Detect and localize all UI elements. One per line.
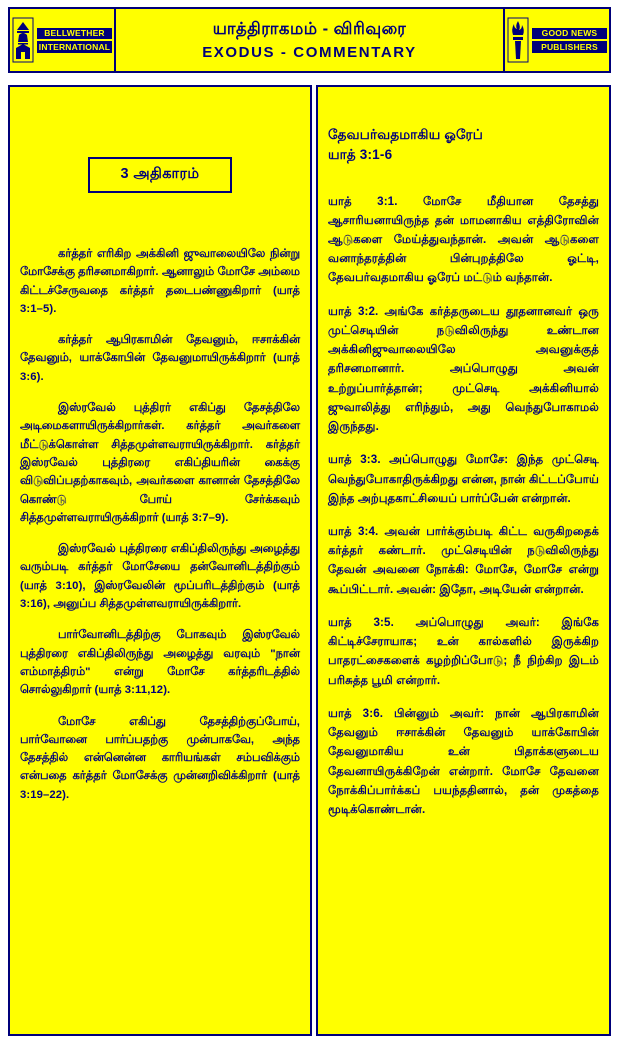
section-heading-line-1: தேவபர்வதமாகிய ஓரேப்: [328, 127, 483, 142]
right-column-text: [328, 192, 599, 820]
logo-word-1: BELLWETHER: [37, 28, 112, 40]
summary-paragraph: கர்த்தர் எரிகிற அக்கினி ஜுவாலையிலே நின்று மோசேக்கு தரிசனமாகிறார். ஆனாலும் மோசே அம்மை கிட்டச்சேருவதை கர்த்தர் தடைபண்ணுகிறார் (யாத் 3:1–5).: [20, 248, 300, 315]
bellwether-international-logo: [8, 7, 116, 73]
page-title-tamil: யாத்திராகமம் - விரிவுரை: [212, 19, 407, 38]
good-news-publishers-logo: [503, 7, 611, 73]
summary-paragraph: பார்வோனிடத்திற்கு போகவும் இஸ்ரவேல் புத்திரரை எகிப்திலிருந்து அழைத்து வரவும் "நான் எம்மாத்திரம்" என்று மோசே கர்த்தரிடத்தில் சொல்லுகிறார் (யாத் 3:11,12).: [20, 629, 300, 697]
verse-paragraph: யாத் 3:2. அங்கே கர்த்தருடைய தூதனானவர் ஒரு முட்செடியின் நடுவிலிருந்து உண்டான அக்கினிஜுவாலையிலே அவனுக்குத் தரிசனமானார். அப்பொழுது அவன் உற்றுப்பார்த்தான்; முட்செடி அக்கினியால் ஜுவாலித்து எரிந்தும், அது வெந்துபோகாமல் இருந்தது.: [328, 304, 599, 434]
verse-paragraph: யாத் 3:6. பின்னும் அவர்: நான் ஆபிரகாமின் தேவனும் ஈசாக்கின் தேவனும் யாக்கோபின் தேவனுமாகிய உன் பிதாக்களுடைய தேவனாயிருக்கிறேன் என்றார். மோசே தேவனை நோக்கிப்பார்க்கப் பயந்ததினால், தன் முகத்தை மூடிக்கொண்டான்.: [328, 706, 599, 817]
verse-paragraph: யாத் 3:3. அப்பொழுது மோசே: இந்த முட்செடி வெந்துபோகாதிருக்கிறது என்ன, நான் கிட்டப்போய் இந்த அற்புதகாட்சியைப் பார்ப்பேன் என்றான்.: [328, 453, 599, 505]
verse-paragraph: யாத் 3:4. அவன் பார்க்கும்படி கிட்ட வருகிறதைக் கர்த்தர் கண்டார். முட்செடியின் நடுவிலிருந்து தேவன் அவனை நோக்கி: மோசே, மோசே என்று கூப்பிட்டார். அவன்: இதோ, அடியேன் என்றான்.: [328, 525, 599, 596]
section-heading-line-2: யாத் 3:1-6: [328, 147, 393, 163]
left-column: [8, 85, 312, 1036]
summary-paragraph: இஸ்ரவேல் புத்திரரை எகிப்திலிருந்து அழைத்து வரும்படி கர்த்தர் மோசேயை தன்வோனிடத்திற்கும் (யாத் 3:10), இஸ்ரவேலின் மூப்பரிடத்திற்கும் (யாத் 3:16), அனுப்ப சித்தமுள்ளவராயிருக்கிறார்.: [20, 543, 300, 611]
page-title-english: EXODUS - COMMENTARY: [202, 44, 417, 62]
verse-paragraph: யாத் 3:5. அப்பொழுது அவர்: இங்கே கிட்டிச்சேராயாக; உன் கால்களில் இருக்கிற பாதரட்சைகளைக் கழற்றிப்போடு; நீ நிற்கிற இடம் பரிசுத்த பூமி என்றார்.: [328, 615, 599, 687]
two-column-body: [8, 85, 611, 1036]
chapter-heading-box: [88, 157, 232, 193]
bell-tower-icon: [12, 17, 34, 63]
chapter-heading-label: 3 அதிகாரம்: [120, 166, 200, 182]
logo-word-2: INTERNATIONAL: [38, 41, 111, 52]
logo-word-1: GOOD NEWS: [532, 28, 607, 40]
summary-paragraph: இஸ்ரவேல் புத்திரர் எகிப்து தேசத்திலே அடிமைகளாயிருக்கிறார்கள். கர்த்தர் அவர்களை மீட்டுக்கொள்ள சித்தமுள்ளவராயிருக்கிறார். கர்த்தர் இஸ்ரவேல் புத்திரரை எகிப்தியரின் கைக்கு விடுவிப்பதற்காகவும், அவர்களை கானான் தேசத்திலே கொண்டு போய் சேர்க்கவும் சித்தமுள்ளவராயிருக்கிறார் (யாத் 3:7–9).: [20, 402, 300, 524]
summary-paragraph: கர்த்தர் ஆபிரகாமின் தேவனும், ஈசாக்கின் தேவனும், யாக்கோபின் தேவனுமாயிருக்கிறார் (யாத் 3:6).: [20, 334, 300, 383]
right-column: [316, 85, 611, 1036]
title-block: [116, 7, 503, 73]
document-header: [8, 7, 611, 73]
torch-icon: [507, 17, 529, 63]
section-heading: [328, 125, 599, 166]
summary-paragraph: மோசே எகிப்து தேசத்திற்குப்போய், பார்வோனை பார்ப்பதற்கு முன்பாகவே, அந்த தேசத்தில் என்னென்ன காரியங்கள் சம்பவிக்கும் என்பதை கர்த்தர் மோசேக்கு முன்னறிவிக்கிறார் (யாத் 3:19–22).: [20, 715, 300, 801]
verse-paragraph: யாத் 3:1. மோசே மீதியான தேசத்து ஆசாரியனாயிருந்த தன் மாமனாகிய எத்திரோவின் ஆடுகளை மேய்த்துவந்தான். அவன் ஆடுகளை வனாந்தரத்தின் பின்புறத்திலே ஓட்டி, தேவபர்வதமாகிய ஓரேப் மட்டும் வந்தான்.: [328, 194, 599, 285]
left-column-text: [20, 245, 300, 804]
logo-word-2: PUBLISHERS: [532, 41, 607, 53]
